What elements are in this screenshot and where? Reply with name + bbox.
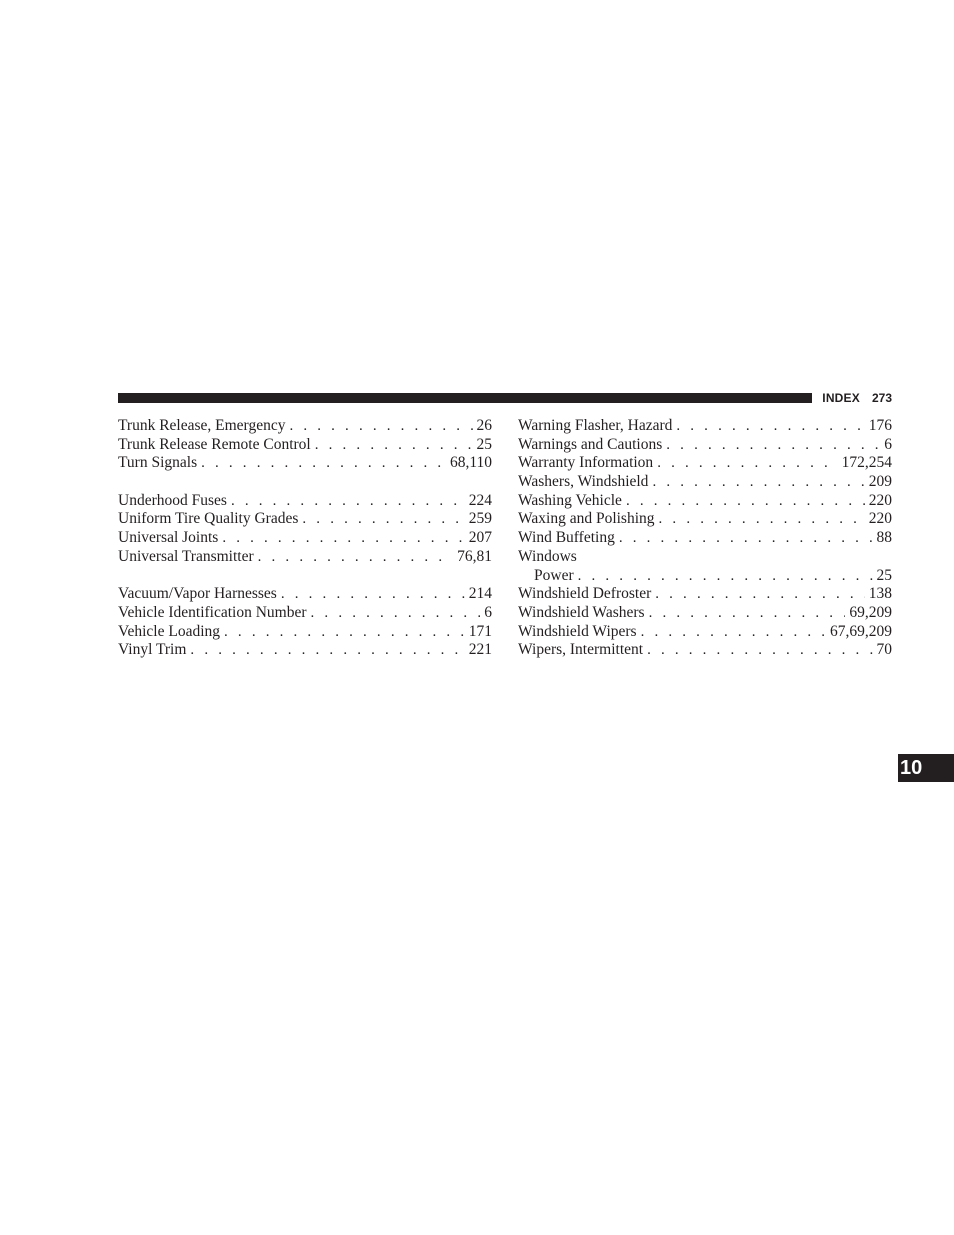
entry-pages: 207	[468, 529, 492, 547]
dot-leader	[647, 641, 872, 660]
entry-term: Washers, Windshield	[518, 473, 649, 491]
entry-pages: 70	[876, 641, 892, 659]
entry-pages: 26	[476, 417, 492, 434]
entry-term: Trunk Release Remote Control	[118, 435, 311, 453]
entry-term: Underhood Fuses	[118, 491, 227, 509]
page-header	[118, 389, 892, 407]
header-rule	[118, 393, 812, 403]
dot-leader	[626, 492, 865, 511]
entry-pages: 176	[868, 417, 892, 434]
chapter-tab: 10	[898, 754, 954, 782]
index-entry	[518, 623, 892, 642]
index-entry	[118, 623, 492, 642]
dot-leader	[231, 492, 465, 511]
dot-leader	[657, 454, 837, 473]
index-entry	[518, 473, 892, 492]
index-column-left	[118, 417, 492, 660]
entry-term: Universal Joints	[118, 529, 219, 547]
entry-term: Uniform Tire Quality Grades	[118, 510, 299, 528]
dot-leader	[222, 529, 464, 548]
entry-term: Vinyl Trim	[118, 641, 187, 659]
index-entry	[118, 529, 492, 548]
dot-leader	[619, 529, 873, 548]
entry-term: Warranty Information	[518, 454, 654, 472]
page-number: 273	[871, 391, 892, 405]
dot-leader	[315, 436, 473, 455]
dot-leader	[190, 641, 464, 660]
entry-term: Wind Buffeting	[518, 529, 615, 547]
entry-pages: 214	[468, 585, 492, 603]
entry-pages: 6	[884, 435, 892, 453]
index-entry	[518, 417, 892, 436]
entry-term: Windshield Defroster	[518, 585, 652, 603]
dot-leader	[578, 567, 873, 586]
index-entry	[518, 641, 892, 660]
entry-pages: 224	[468, 491, 492, 509]
entry-pages: 220	[868, 491, 892, 509]
dot-leader	[201, 454, 446, 473]
entry-term: Trunk Release, Emergency	[118, 417, 286, 434]
entry-pages: 25	[476, 435, 492, 453]
dot-leader	[641, 623, 826, 642]
entry-term: Windshield Wipers	[518, 622, 637, 640]
entry-term: Windshield Washers	[518, 603, 645, 621]
group-spacer	[118, 473, 492, 492]
entry-term: Vehicle Loading	[118, 622, 221, 640]
dot-leader	[224, 623, 465, 642]
entry-term: Warnings and Cautions	[518, 435, 663, 453]
entry-pages: 69,209	[849, 603, 892, 621]
entry-pages: 67,69,209	[830, 622, 892, 640]
index-entry	[118, 510, 492, 529]
entry-term: Vacuum/Vapor Harnesses	[118, 585, 277, 603]
entry-pages: 220	[868, 510, 892, 528]
entry-pages: 171	[468, 622, 492, 640]
entry-pages: 138	[868, 585, 892, 603]
dot-leader	[258, 548, 454, 567]
index-entry	[118, 641, 492, 660]
dot-leader	[659, 510, 865, 529]
dot-leader	[676, 417, 864, 436]
index-entry	[118, 548, 492, 567]
index-entry	[118, 417, 492, 436]
index-entry	[118, 492, 492, 511]
entry-term: Washing Vehicle	[518, 491, 622, 509]
index-entry	[518, 604, 892, 623]
entry-term: Warning Flasher, Hazard	[518, 417, 673, 434]
section-title: INDEX	[822, 391, 860, 405]
index-entry	[518, 454, 892, 473]
entry-term: Vehicle Identification Number	[118, 603, 307, 621]
index-entry	[118, 436, 492, 455]
entry-pages: 221	[468, 641, 492, 659]
index-column-right	[518, 417, 892, 660]
dot-leader	[649, 604, 846, 623]
index-entry	[518, 436, 892, 455]
dot-leader	[666, 436, 880, 455]
entry-pages: 68,110	[449, 454, 492, 472]
dot-leader	[652, 473, 864, 492]
index-entry	[118, 454, 492, 473]
dot-leader	[281, 585, 465, 604]
group-spacer	[118, 567, 492, 586]
dot-leader	[655, 585, 865, 604]
entry-term: Windows	[518, 547, 577, 565]
index-entry-heading	[518, 548, 892, 567]
entry-term: Waxing and Polishing	[518, 510, 655, 528]
index-entry	[518, 529, 892, 548]
index-entry	[118, 604, 492, 623]
entry-term: Turn Signals	[118, 454, 198, 472]
entry-pages: 88	[876, 529, 892, 547]
index-entry	[518, 492, 892, 511]
entry-term: Power	[534, 566, 574, 584]
entry-pages: 259	[468, 510, 492, 528]
entry-pages: 6	[484, 603, 492, 621]
index-entry	[518, 585, 892, 604]
entry-pages: 76,81	[457, 547, 492, 565]
index-subentry	[518, 567, 892, 586]
dot-leader	[289, 417, 472, 436]
entry-pages: 25	[876, 566, 892, 584]
dot-leader	[311, 604, 481, 623]
entry-term: Universal Transmitter	[118, 547, 254, 565]
entry-pages: 209	[868, 473, 892, 491]
index-entry	[118, 585, 492, 604]
entry-term: Wipers, Intermittent	[518, 641, 644, 659]
dot-leader	[302, 510, 464, 529]
entry-pages: 172,254	[841, 454, 892, 472]
index-entry	[518, 510, 892, 529]
